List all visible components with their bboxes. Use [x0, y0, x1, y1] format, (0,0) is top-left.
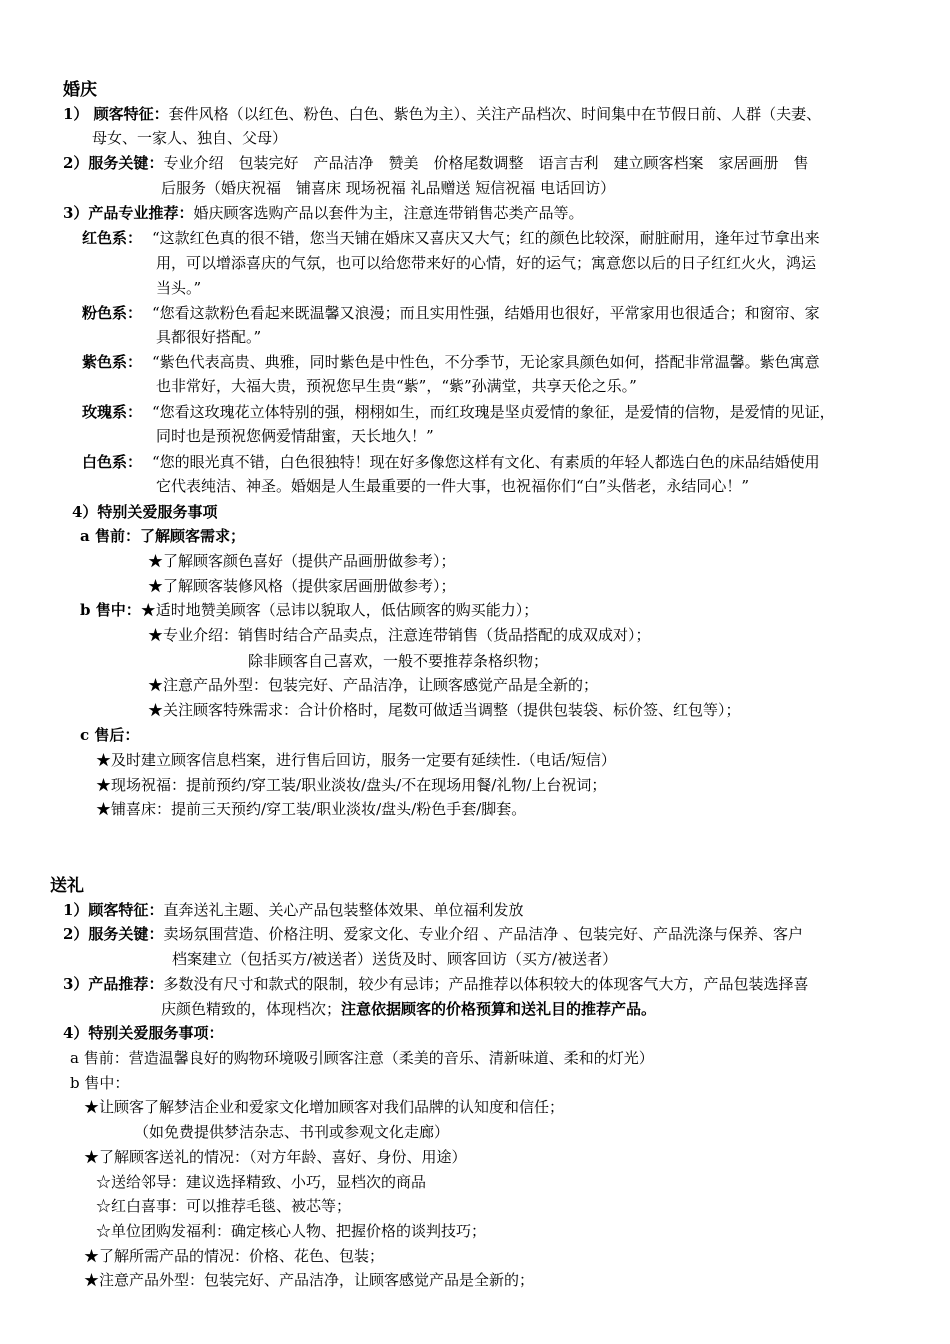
wedding-customer-traits-cont: 母女、一家人、独自、父母） [92, 129, 288, 147]
purple-series-label: 紫色系： [82, 353, 143, 371]
wedding-aftersale-label: c 售后： [80, 726, 140, 744]
text: 专业介绍 包装完好 产品洁净 赞美 价格尾数调整 语言吉利 建立顾客档案 家居画册 售 [163, 154, 809, 172]
purple-series-line: “紫色代表高贵、典雅，同时紫色是中性色，不分季节，无论家具颜色如何，搭配非常温馨。紫色寓意 [152, 353, 820, 371]
label: 1） 顾客特征： [63, 105, 169, 123]
wedding-insale-item: ★注意产品外型：包装完好、产品洁净，让顾客感觉产品是全新的； [148, 676, 599, 694]
pink-series-line: 具都很好搭配。” [156, 328, 262, 346]
emphasis: 注意依据顾客的价格预算和送礼目的推荐产品。 [341, 1000, 657, 1018]
text: 套件风格（以红色、粉色、白色、紫色为主）、关注产品档次、时间集中在节假日前、人群（夫妻、 [168, 105, 822, 123]
gift-insale-subitem: ☆单位团购发福利：确定核心人物、把握价格的谈判技巧； [96, 1222, 487, 1240]
text: 直奔送礼主题、关心产品包装整体效果、单位福利发放 [163, 901, 524, 919]
label: b 售中： [80, 601, 141, 619]
gift-insale-item: （如免费提供梦洁杂志、书刊或参观文化走廊） [134, 1123, 450, 1141]
wedding-product-recommend [63, 201, 583, 225]
label: 2）服务关键： [63, 925, 164, 943]
label: 3）产品推荐： [63, 975, 164, 993]
purple-series-line: 也非常好，大福大贵，预祝您早生贵“紫”，“紫”孙满堂，共享天伦之乐。” [156, 377, 637, 395]
section-title-wedding: 婚庆 [63, 80, 97, 100]
red-series-line: “这款红色真的很不错，您当天铺在婚床又喜庆又大气；红的颜色比较深，耐脏耐用，逢年过节拿出来 [152, 229, 820, 247]
red-series-line: 用，可以增添喜庆的气氛，也可以给您带来好的心情，好的运气；寓意您以后的日子红红火火，鸿运 [156, 254, 817, 272]
white-series-line: 它代表纯洁、神圣。婚姻是人生最重要的一件大事，也祝福你们“白”头偕老，永结同心！” [156, 477, 750, 495]
gift-insale-subitem: ☆送给邻导：建议选择精致、小巧，显档次的商品 [96, 1173, 427, 1191]
gift-special-care-heading: 4）特别关爱服务事项： [63, 1024, 224, 1042]
gift-insale-label: b 售中： [70, 1074, 130, 1092]
white-series-line: “您的眼光真不错，白色很独特！现在好多像您这样有文化、有素质的年轻人都选白色的床品结婚使用 [152, 453, 820, 471]
pink-series-label: 粉色系： [82, 304, 143, 322]
wedding-presale-item: ★了解顾客装修风格（提供家居画册做参考）； [148, 577, 456, 595]
wedding-presale-item: ★了解顾客颜色喜好（提供产品画册做参考）； [148, 552, 456, 570]
wedding-insale-item: ★关注顾客特殊需求：合计价格时，尾数可做适当调整（提供包装袋、标价签、红包等）； [148, 701, 741, 719]
red-series-label: 红色系： [82, 229, 143, 247]
rose-series-line: “您看这玫瑰花立体特别的强，栩栩如生，而红玫瑰是坚贞爱情的象征，是爱情的信物，是爱情的见证， [152, 403, 835, 421]
label: 2）服务关键： [63, 154, 164, 172]
text: 庆颜色精致的，体现档次； [161, 1000, 342, 1018]
red-series-line: 当头。” [156, 279, 202, 297]
gift-insale-item: ★注意产品外型：包装完好、产品洁净，让顾客感觉产品是全新的； [84, 1271, 535, 1289]
wedding-customer-traits [63, 102, 821, 126]
gift-presale-line: a 售前：营造温馨良好的购物环境吸引顾客注意（柔美的音乐、清新味道、柔和的灯光） [70, 1049, 654, 1067]
section-title-gift: 送礼 [50, 876, 84, 896]
wedding-service-keys-cont: 后服务（婚庆祝福 铺喜床 现场祝福 礼品赠送 短信祝福 电话回访） [161, 179, 616, 197]
wedding-service-keys [63, 151, 808, 175]
gift-service-keys [63, 922, 803, 946]
wedding-insale-item: ★专业介绍：销售时结合产品卖点，注意连带销售（货品搭配的成双成对）； [148, 626, 651, 644]
label: 3）产品专业推荐： [63, 204, 194, 222]
text: ★适时地赞美顾客（忌讳以貌取人，低估顾客的购买能力）； [140, 601, 539, 619]
text: 婚庆顾客选购产品以套件为主，注意连带销售芯类产品等。 [193, 204, 584, 222]
wedding-aftersale-item: ★现场祝福：提前预约/穿工装/职业淡妆/盘头/不在现场用餐/礼物/上台祝词； [96, 776, 607, 794]
rose-series-line: 同时也是预祝您俩爱情甜蜜，天长地久！” [156, 427, 434, 445]
wedding-aftersale-item: ★铺喜床：提前三天预约/穿工装/职业淡妆/盘头/粉色手套/脚套。 [96, 800, 527, 818]
gift-service-keys-cont: 档案建立（包括买方/被送者）送货及时、顾客回访（买方/被送者） [172, 950, 618, 968]
label: 1）顾客特征： [63, 901, 164, 919]
gift-customer-traits [63, 898, 523, 922]
gift-product-recommend-cont [161, 997, 656, 1021]
wedding-insale-item: 除非顾客自己喜欢，一般不要推荐条格织物； [248, 652, 549, 670]
wedding-insale-first [80, 598, 538, 622]
pink-series-line: “您看这款粉色看起来既温馨又浪漫；而且实用性强，结婚用也很好，平常家用也很适合；和窗帘、家 [152, 304, 820, 322]
wedding-presale-label: a 售前：了解顾客需求； [80, 527, 245, 545]
gift-product-recommend [63, 972, 808, 996]
text: 多数没有尺寸和款式的限制，较少有忌讳；产品推荐以体积较大的体现客气大方，产品包装选择喜 [163, 975, 809, 993]
gift-insale-item: ★让顾客了解梦洁企业和爱家文化增加顾客对我们品牌的认知度和信任； [84, 1098, 565, 1116]
rose-series-label: 玫瑰系： [82, 403, 143, 421]
wedding-special-care-heading: 4）特别关爱服务事项 [72, 503, 218, 521]
text: 卖场氛围营造、价格注明、爱家文化、专业介绍 、产品洁净 、包装完好、产品洗涤与保养、客户 [163, 925, 803, 943]
wedding-aftersale-item: ★及时建立顾客信息档案，进行售后回访，服务一定要有延续性.（电话/短信） [96, 751, 616, 769]
gift-insale-item: ★了解顾客送礼的情况：（对方年龄、喜好、身份、用途） [84, 1148, 467, 1166]
white-series-label: 白色系： [82, 453, 143, 471]
gift-insale-item: ★了解所需产品的情况：价格、花色、包装； [84, 1247, 385, 1265]
gift-insale-subitem: ☆红白喜事：可以推荐毛毯、被芯等； [96, 1197, 352, 1215]
